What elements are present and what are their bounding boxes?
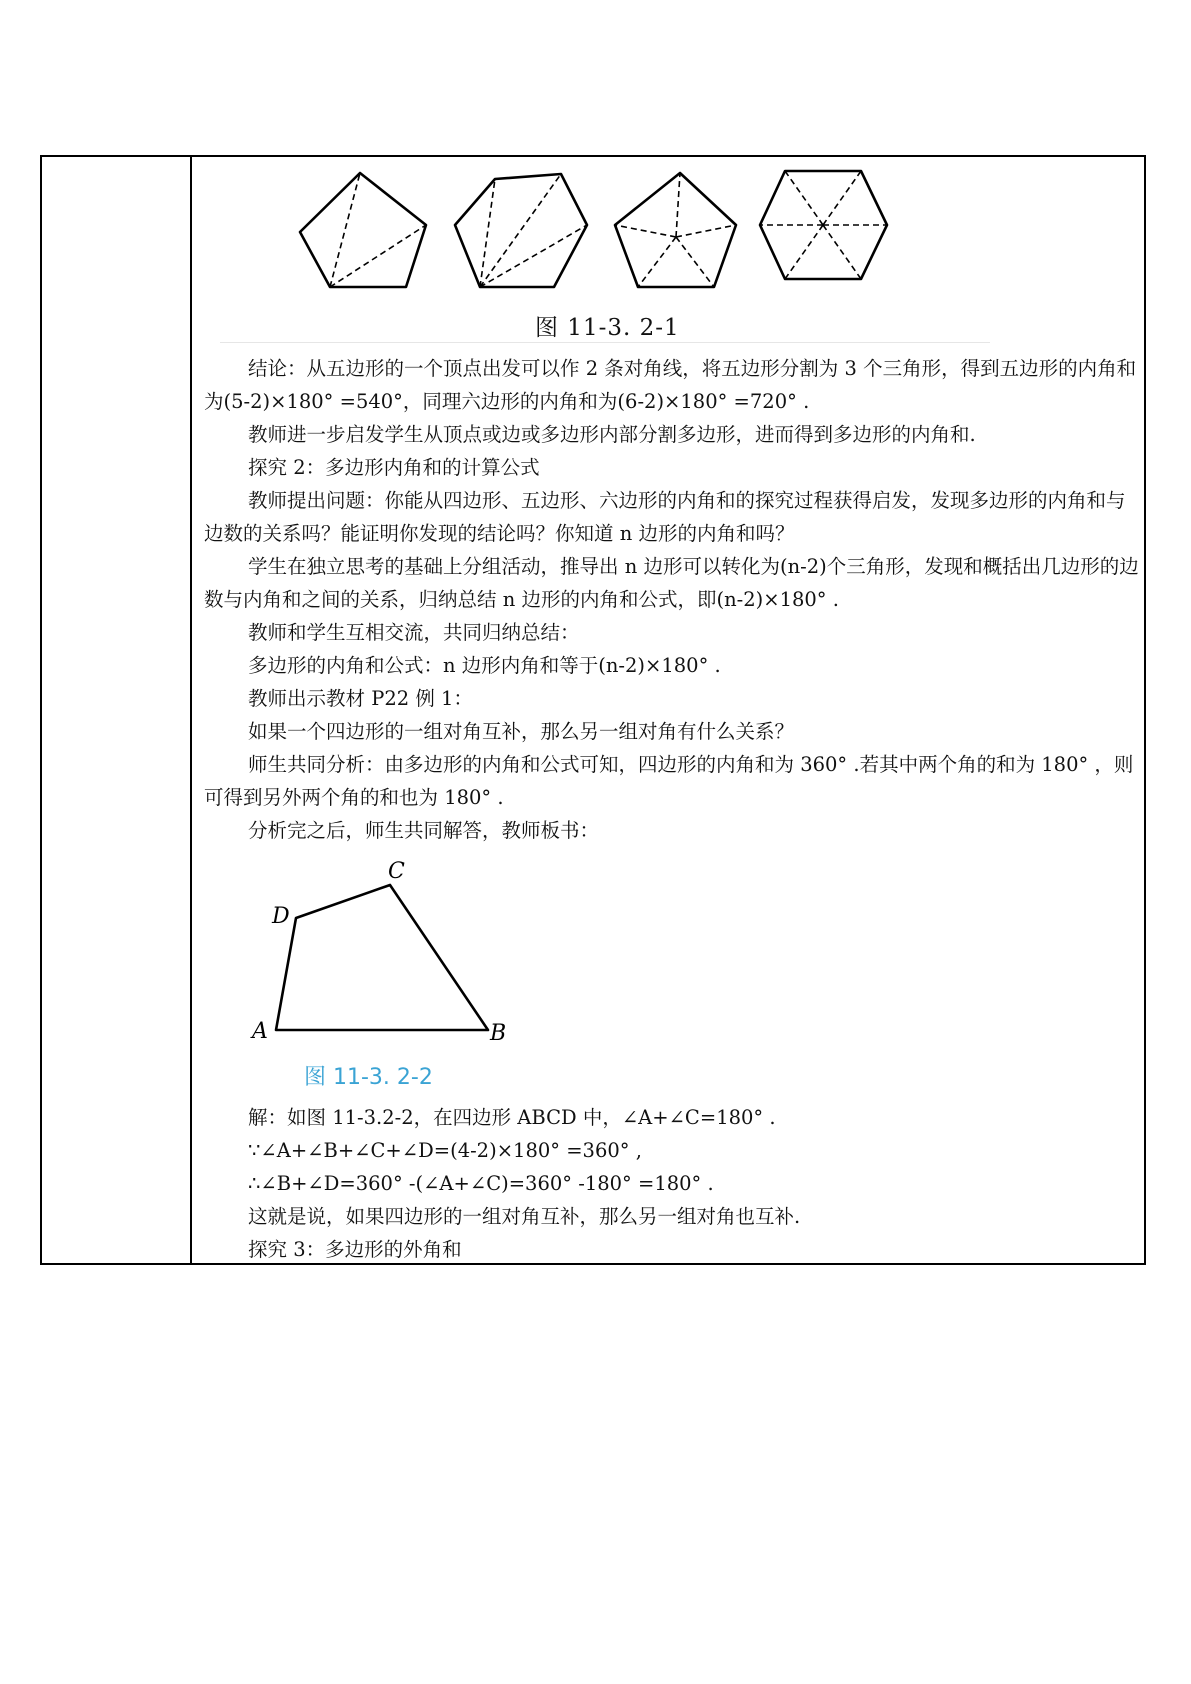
vertex-label-d: D bbox=[272, 904, 290, 929]
figure-1-divider bbox=[220, 342, 990, 343]
solution-line-1: 解：如图 11-3.2-2，在四边形 ABCD 中，∠A+∠C=180° . bbox=[248, 1106, 776, 1129]
figure-1-caption: 图 11-3. 2-1 bbox=[535, 315, 680, 341]
solution-conclusion: 这就是说，如果四边形的一组对角互补，那么另一组对角也互补. bbox=[248, 1205, 801, 1228]
solution-line-2: ∵∠A+∠B+∠C+∠D=(4-2)×180° =360° , bbox=[248, 1139, 642, 1162]
paragraph-student-activity: 学生在独立思考的基础上分组活动，推导出 n 边形可以转化为(n-2)个三角形，发现和概括出几边形的边数与内角和之间的关系，归纳总结 n 边形的内角和公式，即(n-2)×180° . bbox=[204, 555, 1139, 611]
paragraph-explore-2-heading: 探究 2：多边形内角和的计算公式 bbox=[248, 456, 540, 479]
vertex-label-c: C bbox=[388, 859, 405, 884]
polygon-hexagon-4 bbox=[760, 171, 887, 279]
figure-2-caption: 图 11-3. 2-2 bbox=[304, 1065, 433, 1090]
paragraph-summary-intro: 教师和学生互相交流，共同归纳总结： bbox=[248, 621, 580, 644]
polygon-pentagon-3 bbox=[615, 173, 736, 287]
solution-line-3: ∴∠B+∠D=360° -(∠A+∠C)=360° -180° =180° . bbox=[248, 1172, 714, 1195]
paragraph-conclusion: 结论：从五边形的一个顶点出发可以作 2 条对角线，将五边形分割为 3 个三角形，得到五边形的内角和为(5-2)×180° =540°，同理六边形的内角和为(6-2)×180° =720° . bbox=[204, 357, 1137, 413]
quadrilateral-shape bbox=[276, 885, 488, 1030]
paragraph-formula: 多边形的内角和公式：n 边形内角和等于(n-2)×180° . bbox=[248, 654, 721, 677]
paragraph-example-question: 如果一个四边形的一组对角互补，那么另一组对角有什么关系？ bbox=[248, 720, 795, 743]
vertex-label-a: A bbox=[252, 1019, 268, 1044]
paragraph-explore-3-heading: 探究 3：多边形的外角和 bbox=[248, 1238, 462, 1261]
polygon-pentagon-1 bbox=[300, 173, 426, 287]
vertex-label-b: B bbox=[490, 1021, 507, 1046]
paragraph-board-writing: 分析完之后，师生共同解答，教师板书： bbox=[248, 819, 600, 842]
paragraph-example-intro: 教师出示教材 P22 例 1： bbox=[248, 687, 473, 710]
paragraph-teacher-question: 教师提出问题：你能从四边形、五边形、六边形的内角和的探究过程获得启发，发现多边形的内角和与边数的关系吗？能证明你发现的结论吗？你知道 n 边形的内角和吗？ bbox=[204, 489, 1126, 545]
polygon-hexagon-2 bbox=[455, 174, 587, 287]
paragraph-analysis: 师生共同分析：由多边形的内角和公式可知，四边形的内角和为 360° .若其中两个角的和为 180° ，则可得到另外两个角的和也为 180° . bbox=[204, 753, 1134, 809]
paragraph-teacher-hint: 教师进一步启发学生从顶点或边或多边形内部分割多边形，进而得到多边形的内角和. bbox=[248, 423, 976, 446]
figure-quadrilateral-abcd bbox=[248, 848, 528, 1063]
table-column-divider bbox=[190, 155, 192, 1265]
